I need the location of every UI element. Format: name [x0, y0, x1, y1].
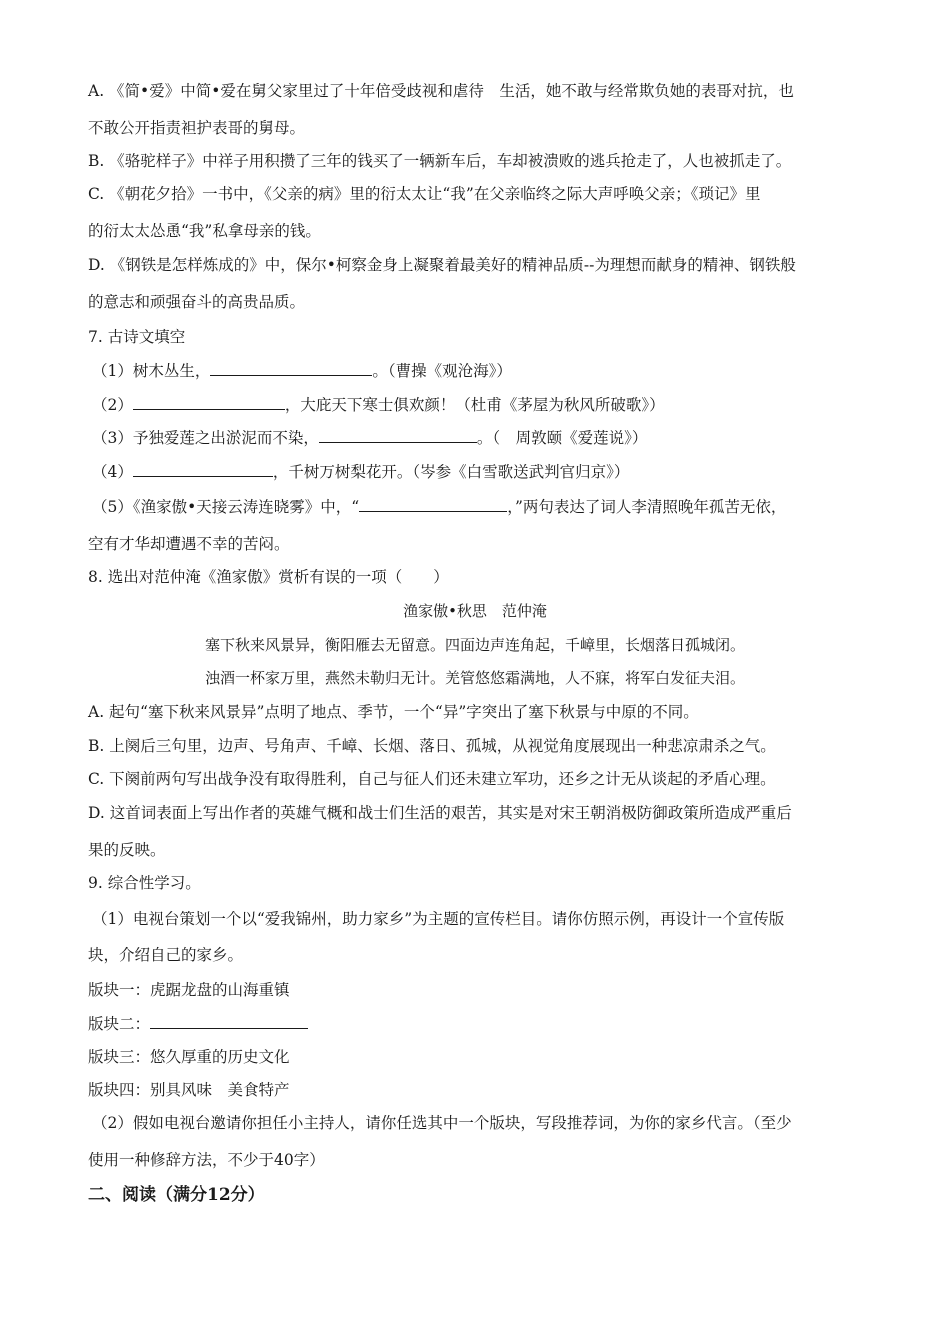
q9-block-4: 版块四：别具风味 美食特产	[88, 1081, 290, 1099]
q7-title: 7. 古诗文填空	[88, 328, 186, 346]
q7-item-1-blank[interactable]	[210, 361, 372, 376]
q7-item-1-prefix: （1）树木丛生，	[92, 362, 211, 380]
q9-part1-line2: 块，介绍自己的家乡。	[88, 946, 244, 964]
q8-option-b: B. 上阕后三句里，边声、号角声、千嶂、长烟、落日、孤城，从视觉角度展现出一种悲凉肃杀之气。	[88, 737, 776, 755]
q7-item-2-blank[interactable]	[133, 395, 285, 410]
q7-item-4-blank[interactable]	[133, 462, 273, 477]
q7-item-3-blank[interactable]	[319, 428, 477, 443]
q9-part1-line1: （1）电视台策划一个以“爱我锦州，助力家乡”为主题的宣传栏目。请你仿照示例，再设计一个宣传版	[92, 910, 785, 928]
q9-block-2-blank[interactable]	[150, 1014, 308, 1029]
q8-poem-line2: 浊酒一杯家万里，燕然未勒归无计。羌管悠悠霜满地，人不寐，将军白发征夫泪。	[204, 669, 745, 687]
q7-item-2	[92, 394, 862, 416]
q7-item-5-line2: 空有才华却遭遇不幸的苦闷。	[88, 535, 290, 553]
q6-option-d-line1: D. 《钢铁是怎样炼成的》中，保尔•柯察金身上凝聚着最美好的精神品质--为理想而献身的精神、钢铁般	[88, 256, 796, 274]
q9-title: 9. 综合性学习。	[88, 874, 201, 892]
q7-item-5-blank[interactable]	[359, 497, 507, 512]
q8-poem-title: 渔家傲•秋思 范仲淹	[403, 602, 547, 620]
q6-option-a-line2: 不敢公开指责袒护表哥的舅母。	[88, 119, 306, 137]
q8-option-d-line1: D. 这首词表面上写出作者的英雄气概和战士们生活的艰苦，其实是对宋王朝消极防御政策所造成严重后	[88, 804, 792, 822]
q7-item-2-suffix: ，大庇天下寒士俱欢颜！（杜甫《茅屋为秋风所破歌》）	[284, 396, 665, 414]
q9-part2-line2: 使用一种修辞方法，不少于40字）	[88, 1151, 325, 1169]
section-reading-title: 二、阅读（满分12分）	[88, 1185, 265, 1205]
q8-poem-line1: 塞下秋来风景异，衡阳雁去无留意。四面边声连角起，千嶂里，长烟落日孤城闭。	[204, 636, 745, 654]
q7-item-4-prefix: （4）	[92, 463, 133, 481]
q6-option-c-line2: 的衍太太怂恿“我”私拿母亲的钱。	[88, 222, 321, 240]
q7-item-5-suffix: ，”两句表达了词人李清照晚年孤苦无依，	[507, 498, 787, 516]
q8-option-a: A. 起句“塞下秋来风景异”点明了地点、季节，一个“异”字突出了塞下秋景与中原的不同。	[88, 703, 699, 721]
q8-option-c: C. 下阕前两句写出战争没有取得胜利，自己与征人们还未建立军功，还乡之计无从谈起的矛盾心理。	[88, 770, 776, 788]
q9-block-2	[88, 1013, 858, 1035]
q7-item-1	[92, 360, 862, 382]
q7-item-3	[92, 427, 862, 449]
q7-item-1-suffix: 。（曹操《观沧海》）	[372, 362, 512, 380]
q7-item-2-prefix: （2）	[92, 396, 133, 414]
q9-block-3: 版块三：悠久厚重的历史文化	[88, 1048, 290, 1066]
q7-item-4-suffix: ，千树万树梨花开。（岑参《白雪歌送武判官归京》）	[272, 463, 630, 481]
q7-item-4	[92, 461, 862, 483]
q9-block-2-label: 版块二：	[88, 1015, 151, 1033]
q9-block-1: 版块一：虎踞龙盘的山海重镇	[88, 981, 290, 999]
q7-item-5-line1	[92, 496, 862, 518]
q9-part2-line1: （2）假如电视台邀请你担任小主持人，请你任选其中一个版块，写段推荐词，为你的家乡代言。（至少	[92, 1114, 792, 1132]
q6-option-c-line1: C. 《朝花夕拾》一书中，《父亲的病》里的衍太太让“我”在父亲临终之际大声呼唤父亲；《琐记》里	[88, 185, 761, 203]
q6-option-b: B. 《骆驼样子》中祥子用积攒了三年的钱买了一辆新车后，车却被溃败的逃兵抢走了，人也被抓走了。	[88, 152, 792, 170]
q6-option-a-line1: A. 《简•爱》中简•爱在舅父家里过了十年倍受歧视和虐待 生活，她不敢与经常欺负她的表哥对抗，也	[88, 82, 794, 100]
q7-item-3-prefix: （3）予独爱莲之出淤泥而不染，	[92, 429, 319, 447]
q7-item-3-suffix: 。（ 周敦颐《爱莲说》）	[476, 429, 648, 447]
q8-title: 8. 选出对范仲淹《渔家傲》赏析有误的一项（ ）	[88, 568, 449, 586]
q6-option-d-line2: 的意志和顽强奋斗的高贵品质。	[88, 293, 306, 311]
q7-item-5-prefix: （5）《渔家傲•天接云涛连晓雾》中，“	[92, 498, 360, 516]
q8-option-d-line2: 果的反映。	[88, 841, 166, 859]
